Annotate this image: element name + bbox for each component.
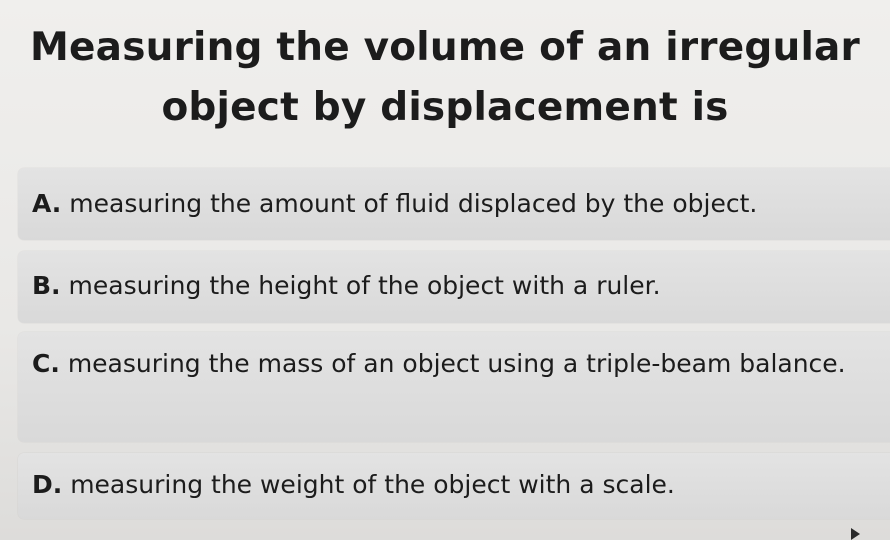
option-b-text: measuring the height of the object with a ruler. (68, 271, 661, 300)
option-c-text: measuring the mass of an object using a triple-beam balance. (67, 349, 846, 378)
question-text: Measuring the volume of an irregular object by displacement is (30, 25, 860, 130)
option-b[interactable] (18, 251, 890, 323)
option-b-letter: B. (32, 271, 61, 300)
option-a-letter: A. (32, 189, 62, 218)
option-d-letter: D. (32, 470, 63, 499)
option-c[interactable] (18, 332, 890, 442)
option-a[interactable] (18, 168, 890, 240)
pointer-arrow-icon (851, 528, 860, 540)
option-d-text: measuring the weight of the object with a scale. (70, 470, 675, 499)
option-d[interactable] (18, 453, 890, 519)
option-a-text: measuring the amount of fluid displaced by the object. (69, 189, 758, 218)
option-c-letter: C. (32, 349, 60, 378)
